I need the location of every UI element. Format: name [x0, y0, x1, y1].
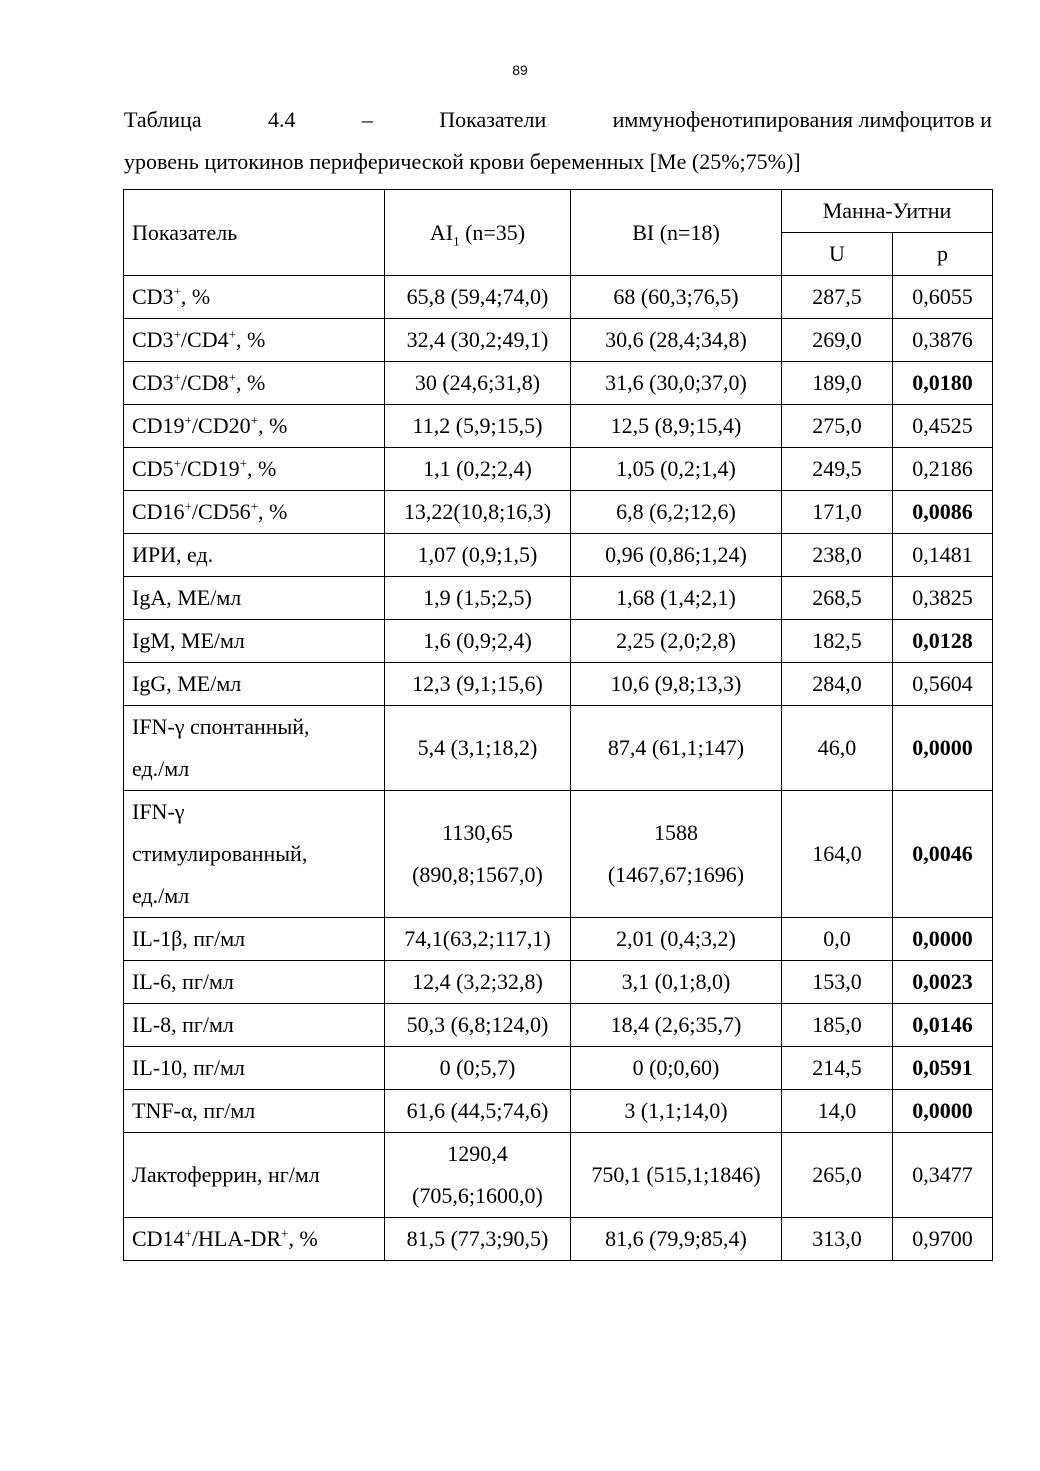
indicator-text: CD3	[132, 327, 174, 352]
table-row	[124, 276, 993, 319]
u-value: 313,0	[782, 1218, 893, 1261]
header-group-a	[385, 190, 571, 276]
indicator-text: , %	[235, 327, 266, 352]
u-value: 249,5	[782, 448, 893, 491]
u-value: 171,0	[782, 491, 893, 534]
indicator-text: ИРИ, ед.	[132, 542, 214, 567]
indicator-text: /CD20	[191, 413, 251, 438]
indicator-text: /HLA-DR	[191, 1226, 282, 1251]
indicator-text: IgM, МЕ/мл	[132, 628, 245, 653]
caption-word: иммунофенотипирования лимфоцитов и	[612, 107, 992, 132]
indicator-text: IL-8, пг/мл	[132, 1012, 234, 1037]
group-b-value: 3,1 (0,1;8,0)	[571, 961, 782, 1004]
u-value: 185,0	[782, 1004, 893, 1047]
indicator-text: CD19	[132, 413, 185, 438]
p-value: 0,6055	[893, 276, 993, 319]
group-b-value: 81,6 (79,9;85,4)	[571, 1218, 782, 1261]
group-b-value: 12,5 (8,9;15,4)	[571, 405, 782, 448]
p-value: 0,3825	[893, 577, 993, 620]
p-value: 0,0000	[893, 706, 993, 791]
group-a-value: 74,1(63,2;117,1)	[385, 918, 571, 961]
header-group-a-main: AI	[429, 219, 454, 245]
indicator-text: IL-10, пг/мл	[132, 1055, 245, 1080]
group-a-value: 5,4 (3,1;18,2)	[385, 706, 571, 791]
indicator-text: , %	[180, 284, 211, 309]
indicator-text: TNF-α, пг/мл	[132, 1098, 256, 1123]
table-row	[124, 534, 993, 577]
group-a-value	[385, 1133, 571, 1218]
u-value: 14,0	[782, 1090, 893, 1133]
indicator-text: /CD56	[191, 499, 251, 524]
group-a-value: 1,07 (0,9;1,5)	[385, 534, 571, 577]
group-b-value: 1,68 (1,4;2,1)	[571, 577, 782, 620]
caption-word: 4.4	[267, 107, 296, 132]
group-a-value: 61,6 (44,5;74,6)	[385, 1090, 571, 1133]
group-a-value: 1,1 (0,2;2,4)	[385, 448, 571, 491]
indicator-line: ед./мл	[132, 883, 190, 908]
u-value: 268,5	[782, 577, 893, 620]
row-indicator	[124, 791, 385, 918]
indicator-text: , %	[257, 499, 288, 524]
u-value: 269,0	[782, 319, 893, 362]
row-indicator	[124, 620, 385, 663]
row-indicator	[124, 1090, 385, 1133]
row-indicator	[124, 491, 385, 534]
indicator-line: ед./мл	[132, 756, 190, 781]
table-caption	[124, 99, 992, 183]
u-value: 46,0	[782, 706, 893, 791]
row-indicator	[124, 319, 385, 362]
header-u: U	[782, 233, 893, 276]
group-b-value: 6,8 (6,2;12,6)	[571, 491, 782, 534]
u-value: 284,0	[782, 663, 893, 706]
group-b-value: 30,6 (28,4;34,8)	[571, 319, 782, 362]
p-value: 0,2186	[893, 448, 993, 491]
group-a-value: 50,3 (6,8;124,0)	[385, 1004, 571, 1047]
indicator-text: /CD19	[180, 456, 240, 481]
group-b-value: 10,6 (9,8;13,3)	[571, 663, 782, 706]
group-b-value: 18,4 (2,6;35,7)	[571, 1004, 782, 1047]
p-value: 0,0591	[893, 1047, 993, 1090]
table-row	[124, 791, 993, 918]
group-a-value: 12,4 (3,2;32,8)	[385, 961, 571, 1004]
group-b-value: 31,6 (30,0;37,0)	[571, 362, 782, 405]
row-indicator	[124, 1047, 385, 1090]
row-indicator	[124, 577, 385, 620]
header-p: p	[893, 233, 993, 276]
header-indicator: Показатель	[124, 190, 385, 276]
group-b-value: 0,96 (0,86;1,24)	[571, 534, 782, 577]
group-a-value-line: (890,8;1567,0)	[412, 862, 543, 887]
table-row	[124, 319, 993, 362]
indicator-superscript: +	[184, 498, 192, 514]
group-a-value: 13,22(10,8;16,3)	[385, 491, 571, 534]
p-value: 0,3477	[893, 1133, 993, 1218]
group-a-value: 11,2 (5,9;15,5)	[385, 405, 571, 448]
indicator-superscript: +	[184, 1225, 192, 1241]
p-value: 0,0128	[893, 620, 993, 663]
group-a-value: 1,6 (0,9;2,4)	[385, 620, 571, 663]
table-row	[124, 1090, 993, 1133]
group-b-value: 87,4 (61,1;147)	[571, 706, 782, 791]
row-indicator	[124, 1004, 385, 1047]
group-a-value: 81,5 (77,3;90,5)	[385, 1218, 571, 1261]
indicator-text: , %	[246, 456, 277, 481]
p-value: 0,0086	[893, 491, 993, 534]
row-indicator	[124, 362, 385, 405]
indicator-superscript: +	[250, 412, 258, 428]
group-a-value: 65,8 (59,4;74,0)	[385, 276, 571, 319]
group-b-value-line: 1588	[654, 820, 698, 845]
group-a-value: 1,9 (1,5;2,5)	[385, 577, 571, 620]
group-b-value: 0 (0;0,60)	[571, 1047, 782, 1090]
group-b-value: 750,1 (515,1;1846)	[571, 1133, 782, 1218]
row-indicator	[124, 1133, 385, 1218]
indicator-line: IFN-γ спонтанный,	[132, 714, 310, 739]
indicator-text: /CD4	[180, 327, 229, 352]
indicator-superscript: +	[228, 369, 236, 385]
group-a-value: 30 (24,6;31,8)	[385, 362, 571, 405]
indicator-text: IL-1β, пг/мл	[132, 926, 246, 951]
p-value: 0,4525	[893, 405, 993, 448]
p-value: 0,0180	[893, 362, 993, 405]
u-value: 287,5	[782, 276, 893, 319]
group-a-value: 0 (0;5,7)	[385, 1047, 571, 1090]
header-group-b: BI (n=18)	[571, 190, 782, 276]
indicator-text: CD3	[132, 284, 174, 309]
header-mann-whitney: Манна-Уитни	[782, 190, 993, 233]
indicator-superscript: +	[173, 326, 181, 342]
u-value: 265,0	[782, 1133, 893, 1218]
p-value: 0,3876	[893, 319, 993, 362]
group-a-value	[385, 791, 571, 918]
table-row	[124, 1047, 993, 1090]
caption-line-1	[124, 99, 992, 141]
u-value: 153,0	[782, 961, 893, 1004]
u-value: 214,5	[782, 1047, 893, 1090]
header-group-a-sub: 1	[453, 232, 460, 248]
indicator-superscript: +	[228, 326, 236, 342]
indicator-text: /CD8	[180, 370, 229, 395]
row-indicator	[124, 448, 385, 491]
indicator-superscript: +	[250, 498, 258, 514]
table-row	[124, 620, 993, 663]
indicator-line: стимулированный,	[132, 841, 308, 866]
caption-word: Показатели	[439, 107, 547, 132]
page-number: 89	[512, 62, 528, 78]
table-row	[124, 491, 993, 534]
indicator-text: CD5	[132, 456, 174, 481]
indicator-superscript: +	[184, 412, 192, 428]
indicator-text: , %	[288, 1226, 318, 1251]
group-a-value-line: 1290,4	[447, 1141, 508, 1166]
indicator-text: IgA, МЕ/мл	[132, 585, 242, 610]
row-indicator	[124, 534, 385, 577]
u-value: 0,0	[782, 918, 893, 961]
row-indicator	[124, 405, 385, 448]
row-indicator	[124, 918, 385, 961]
p-value: 0,1481	[893, 534, 993, 577]
p-value: 0,0000	[893, 1090, 993, 1133]
header-group-a-rest: (n=35)	[459, 219, 526, 245]
table-row	[124, 362, 993, 405]
u-value: 182,5	[782, 620, 893, 663]
row-indicator	[124, 663, 385, 706]
indicator-text: , %	[257, 413, 288, 438]
row-indicator	[124, 1218, 385, 1261]
u-value: 189,0	[782, 362, 893, 405]
indicator-superscript: +	[239, 455, 247, 471]
data-table	[123, 189, 993, 1261]
indicator-text: IL-6, пг/мл	[132, 969, 234, 994]
table-row	[124, 1004, 993, 1047]
u-value: 238,0	[782, 534, 893, 577]
p-value: 0,5604	[893, 663, 993, 706]
header-row	[124, 190, 993, 233]
row-indicator	[124, 276, 385, 319]
indicator-line: IFN-γ	[132, 799, 185, 824]
table-row	[124, 706, 993, 791]
p-value: 0,0023	[893, 961, 993, 1004]
u-value: 164,0	[782, 791, 893, 918]
indicator-superscript: +	[173, 455, 181, 471]
table-row	[124, 448, 993, 491]
u-value: 275,0	[782, 405, 893, 448]
indicator-superscript: +	[173, 283, 181, 299]
p-value: 0,0046	[893, 791, 993, 918]
indicator-superscript: +	[173, 369, 181, 385]
table-row	[124, 961, 993, 1004]
caption-word: Таблица	[124, 107, 202, 132]
group-b-value: 2,25 (2,0;2,8)	[571, 620, 782, 663]
indicator-text: CD3	[132, 370, 174, 395]
indicator-superscript: +	[281, 1225, 289, 1241]
group-a-value-line: (705,6;1600,0)	[412, 1183, 543, 1208]
group-a-value: 32,4 (30,2;49,1)	[385, 319, 571, 362]
table-row	[124, 663, 993, 706]
caption-word: –	[361, 107, 373, 132]
group-b-value	[571, 791, 782, 918]
group-a-value-line: 1130,65	[442, 820, 513, 845]
row-indicator	[124, 961, 385, 1004]
row-indicator	[124, 706, 385, 791]
table-row	[124, 405, 993, 448]
indicator-text: CD16	[132, 499, 185, 524]
p-value: 0,0000	[893, 918, 993, 961]
table-row	[124, 918, 993, 961]
group-b-value: 3 (1,1;14,0)	[571, 1090, 782, 1133]
group-b-value: 1,05 (0,2;1,4)	[571, 448, 782, 491]
p-value: 0,0146	[893, 1004, 993, 1047]
group-a-value: 12,3 (9,1;15,6)	[385, 663, 571, 706]
caption-line-2: уровень цитокинов периферической крови беременных [Me (25%;75%)]	[124, 149, 801, 174]
group-b-value: 2,01 (0,4;3,2)	[571, 918, 782, 961]
p-value: 0,9700	[893, 1218, 993, 1261]
indicator-text: , %	[235, 370, 266, 395]
indicator-text: CD14	[132, 1226, 185, 1251]
group-b-value: 68 (60,3;76,5)	[571, 276, 782, 319]
indicator-text: IgG, МЕ/мл	[132, 671, 242, 696]
indicator-text: Лактоферрин, нг/мл	[132, 1162, 320, 1187]
table-row	[124, 1133, 993, 1218]
table-row	[124, 577, 993, 620]
group-b-value-line: (1467,67;1696)	[607, 862, 745, 887]
table-row	[124, 1218, 993, 1261]
